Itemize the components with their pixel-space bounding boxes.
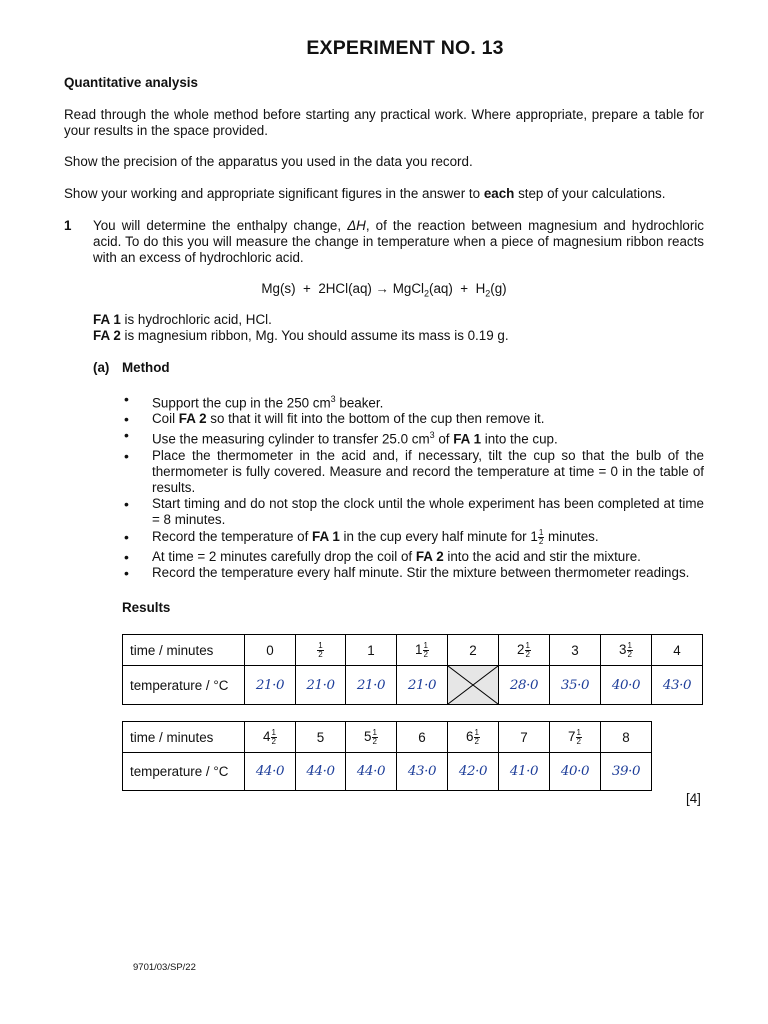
temperature-cell: 39·0 — [601, 753, 652, 791]
temperature-label: temperature / °C — [123, 753, 245, 791]
time-cell: 1 $\frac{1}{2}$ — [397, 635, 448, 666]
temperature-row — [123, 666, 703, 705]
marks-allocation: [4] — [686, 791, 701, 806]
time-cell: 5 — [296, 722, 346, 753]
intro-paragraph-1: Read through the whole method before starting any practical work. Where appropriate, prepare a table for your results in the space provided. — [64, 107, 704, 138]
time-cell: 6 $\frac{1}{2}$ — [448, 722, 499, 753]
time-cell: 0 — [245, 635, 296, 666]
time-cell: 7 — [499, 722, 550, 753]
temperature-cell: 44·0 — [296, 753, 346, 791]
time-cell: 4 $\frac{1}{2}$ — [245, 722, 296, 753]
method-step: • Support the cup in the 250 $cm^3$ beaker. — [152, 391, 704, 411]
temperature-cell: 28·0 — [499, 666, 550, 705]
time-cell: 3 — [550, 635, 601, 666]
temperature-cell: 40·0 — [550, 753, 601, 791]
results-table-2 — [122, 721, 652, 791]
method-list — [122, 391, 704, 581]
temperature-cell: 35·0 — [550, 666, 601, 705]
cross-mark — [448, 666, 498, 704]
section-heading: Quantitative analysis — [64, 75, 198, 90]
method-step: • At time = 2 minutes carefully drop the coil of FA 2 into the acid and stir the mixture. — [152, 549, 704, 565]
temperature-cell: 21·0 — [245, 666, 296, 705]
time-label: time / minutes — [123, 635, 245, 666]
temperature-cell: 43·0 — [652, 666, 703, 705]
method-step: • Place the thermometer in the acid and, if necessary, tilt the cup so that the bulb of the thermometer is fully covered. Measure and record the temperature at time = 0 in the table of results. — [152, 448, 704, 496]
intro-paragraph-3: Show your working and appropriate significant figures in the answer to each step of your calculations. — [64, 186, 666, 201]
temperature-cell: 42·0 — [448, 753, 499, 791]
time-cell: 1 — [346, 635, 397, 666]
temperature-cell: 40·0 — [601, 666, 652, 705]
time-cell: 3 $\frac{1}{2}$ — [601, 635, 652, 666]
temperature-cell: 21·0 — [346, 666, 397, 705]
part-label: (a) — [93, 360, 110, 375]
method-step: • Record the temperature of FA 1 in the cup every half minute for 1 $\frac{1}{2}$ minutes. — [152, 529, 704, 546]
temperature-cell: 21·0 — [397, 666, 448, 705]
method-step: • Record the temperature every half minute. Stir the mixture between thermometer readings. — [152, 565, 704, 581]
time-cell: 2 — [448, 635, 499, 666]
time-row — [123, 635, 703, 666]
time-cell: 7 $\frac{1}{2}$ — [550, 722, 601, 753]
crossed-out-cell — [448, 666, 499, 705]
temperature-cell: 41·0 — [499, 753, 550, 791]
temperature-cell: 44·0 — [245, 753, 296, 791]
part-title: Method — [122, 360, 170, 375]
time-cell: 4 — [652, 635, 703, 666]
temperature-cell: 44·0 — [346, 753, 397, 791]
method-step: • Coil FA 2 so that it will fit into the bottom of the cup then remove it. — [152, 411, 704, 427]
temperature-label: temperature / °C — [123, 666, 245, 705]
time-label: time / minutes — [123, 722, 245, 753]
time-cell: 6 — [397, 722, 448, 753]
time-cell: 5 $\frac{1}{2}$ — [346, 722, 397, 753]
paper-code-footer: 9701/03/SP/22 — [133, 962, 196, 973]
method-step: • Start timing and do not stop the clock until the whole experiment has been completed at time = 8 minutes. — [152, 496, 704, 528]
time-cell: $\frac{1}{2}$ — [296, 635, 346, 666]
results-heading: Results — [122, 600, 171, 615]
time-cell: 2 $\frac{1}{2}$ — [499, 635, 550, 666]
question-number: 1 — [64, 218, 72, 233]
time-row — [123, 722, 652, 753]
time-cell: 8 — [601, 722, 652, 753]
method-step: • Use the measuring cylinder to transfer 25.0 $cm^3$ of FA 1 into the cup. — [152, 427, 704, 447]
intro-paragraph-2: Show the precision of the apparatus you used in the data you record. — [64, 154, 473, 169]
fa1-description: FA 1 is hydrochloric acid, HCl. — [93, 312, 272, 327]
page-title: EXPERIMENT NO. 13 — [306, 37, 504, 59]
temperature-row — [123, 753, 652, 791]
temperature-cell: 21·0 — [296, 666, 346, 705]
question-text: You will determine the enthalpy change, ΔH, of the reaction between magnesium and hydrochloric acid. To do this you will measure the change in temperature when a piece of magnesium ribbon reacts with an excess of hydrochloric acid. — [93, 218, 705, 265]
fraction-half: $\frac{1}{2}$ — [538, 527, 544, 546]
results-table-1 — [122, 634, 703, 705]
chemical-equation: Mg(s) + 2HCl(aq) → MgCl$_2$(aq) + $H_2(g)$ — [261, 281, 507, 299]
fa2-description: FA 2 is magnesium ribbon, Mg. You should assume its mass is 0.19 g. — [93, 328, 509, 343]
temperature-cell: 43·0 — [397, 753, 448, 791]
